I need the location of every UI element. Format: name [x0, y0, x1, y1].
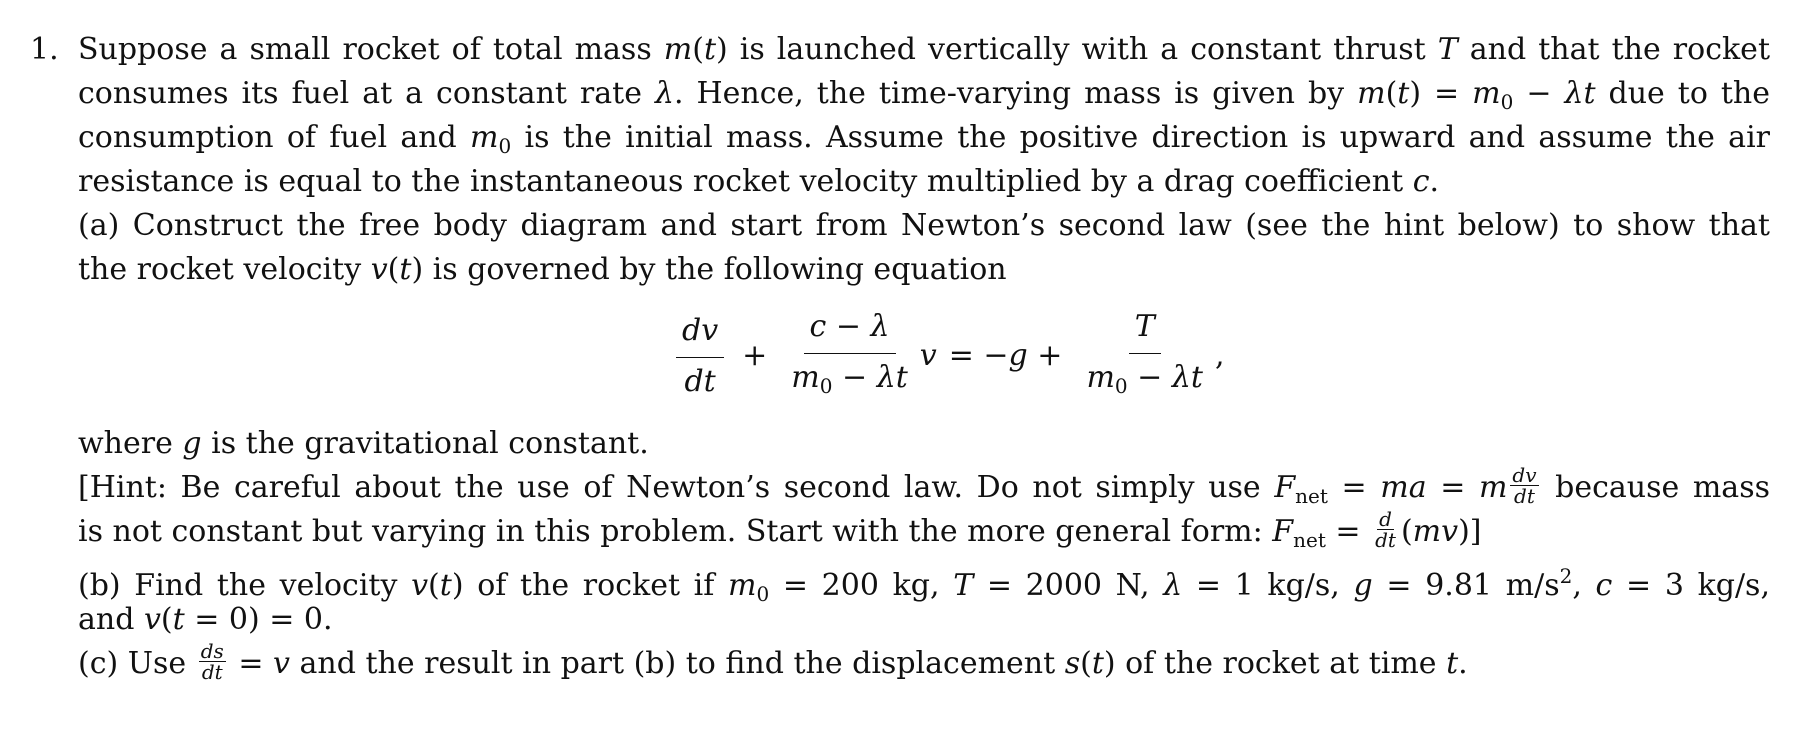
- coefficient-fraction: $\frac{c - \lambda}{m_0 - \lambda t}$: [791, 308, 908, 398]
- equals-sign: = −g +: [948, 338, 1063, 373]
- intro-line-3: consumption of fuel and $m_0$ is the initial mass. Assume the positive direction is upward and assume the air: [78, 120, 1770, 158]
- problem-number: 1.: [30, 32, 59, 67]
- velocity-symbol: v: [919, 338, 937, 373]
- hint-line-2: is not constant but varying in this problem. Start with the more general form: $F_{net}$ = $\frac{d}{dt}$ (mv)]: [78, 506, 1482, 552]
- problem-1: [30, 28, 1770, 686]
- plus-sign: +: [742, 338, 768, 373]
- after-equation-line: where g is the gravitational constant.: [78, 426, 649, 461]
- part-a-line-2: the rocket velocity v(t) is governed by the following equation: [78, 252, 1007, 287]
- part-b-line-2: and v(t = 0) = 0.: [78, 602, 333, 637]
- part-a-line-1: (a) Construct the free body diagram and start from Newton’s second law (see the hint below) to show that: [78, 208, 1770, 243]
- problem-body: [78, 28, 1770, 686]
- thrust-fraction: $\frac{T}{m_0 - \lambda t}$: [1086, 308, 1203, 398]
- displayed-equation: [78, 292, 1770, 422]
- part-c-line: (c) Use $\frac{ds}{dt}$ = v and the result in part (b) to find the displacement s(t) of the rocket at time t.: [78, 638, 1468, 684]
- intro-line-2: consumes its fuel at a constant rate λ. Hence, the time-varying mass is given by $m(t) = m_0 - \lambda t$ due to the: [78, 76, 1770, 114]
- hint-line-1: [Hint: Be careful about the use of Newton’s second law. Do not simply use $F_{net}$ = ma = m $\frac{dv}{dt}$ because mass: [78, 462, 1770, 508]
- equation-comma: ,: [1214, 338, 1225, 373]
- part-b-line-1: (b) Find the velocity v(t) of the rocket if $m_0 = 200$ kg, T = 2000 N, λ = 1 kg/s, g = 9.81 $m/s^2$, c = 3 kg/s,: [78, 564, 1770, 606]
- intro-line-1: Suppose a small rocket of total mass m(t) is launched vertically with a constant thrust T and that the rocket: [78, 32, 1770, 67]
- intro-line-4: resistance is equal to the instantaneous rocket velocity multiplied by a drag coefficient c.: [78, 164, 1440, 199]
- dv-dt-fraction: $\frac{dv}{dt}$: [676, 311, 724, 402]
- ode-equation: [670, 306, 1224, 406]
